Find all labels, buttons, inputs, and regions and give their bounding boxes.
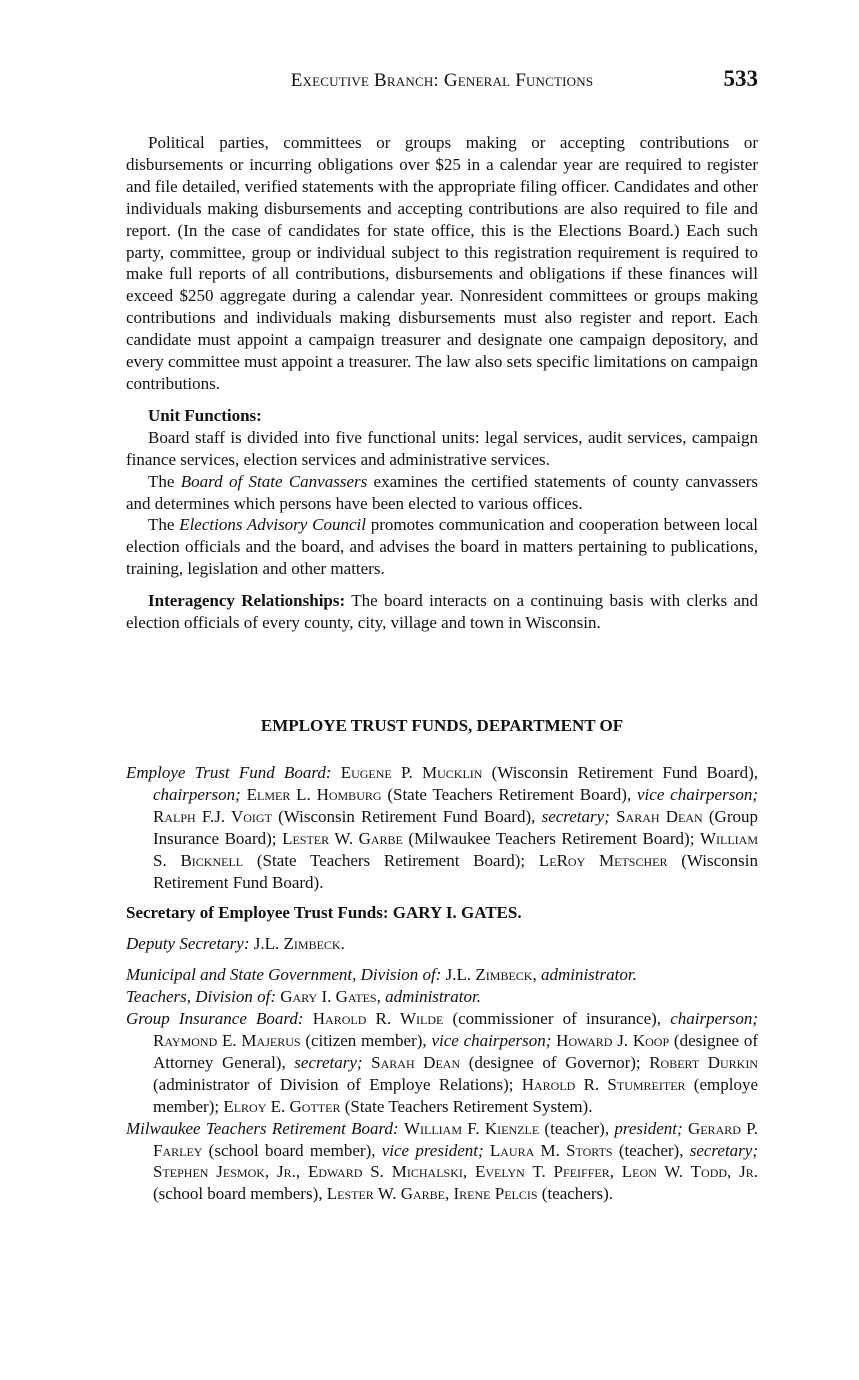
elections-board-text (126, 132, 758, 634)
page-header (126, 66, 758, 96)
council-paragraph: The Elections Advisory Council promotes communication and cooperation between local election officials and the board, and advises the board in matters pertaining to publications, training, legislation and other matters. (126, 515, 759, 579)
etf-board-entry: Employe Trust Fund Board: Eugene P. Mucklin (Wisconsin Retirement Fund Board), chairperson; Elmer L. Homburg (State Teachers Retirement Board), vice chairperson; Ralph F.J. Voigt (Wisconsin Retirement Fund Board), secretary; Sarah Dean (Group Insurance Board); Lester W. Garbe (Milwaukee Teachers Retirement Board); William S. Bicknell (State Teachers Retirement Board); LeRoy Metscher (Wisconsin Retirement Fund Board). (126, 763, 758, 892)
municipal-division-line: Municipal and State Government, Division of: J.L. Zimbeck, administrator. (126, 965, 637, 985)
secretary-line: Secretary of Employee Trust Funds: GARY I. GATES. (126, 903, 522, 923)
group-insurance-board-entry: Group Insurance Board: Harold R. Wilde (commissioner of insurance), chairperson; Raymond E. Majerus (citizen member), vice chairperson; Howard J. Koop (designee of Attorney General), secretary; Sarah Dean (designee of Governor); Robert Durkin (administrator of Division of Employe Relations); Harold R. Stumreiter (employe member); Elroy E. Gotter (State Teachers Retirement System). (126, 1009, 759, 1116)
etf-section (126, 762, 758, 1205)
interagency-paragraph: Interagency Relationships: The board interacts on a continuing basis with clerks and election officials of every county, city, village and town in Wisconsin. (126, 591, 759, 633)
unit-functions-heading: Unit Functions: (148, 405, 262, 425)
milwaukee-board-entry: Milwaukee Teachers Retirement Board: William F. Kienzle (teacher), president; Gerard P. Farley (school board member), vice president; Laura M. Storts (teacher), secretary; Stephen Jesmok, Jr., Edward S. Michalski, Evelyn T. Pfeiffer, Leon W. Todd, Jr. (school board members), Lester W. Garbe, Irene Pelcis (teachers). (126, 1118, 758, 1204)
canvassers-name: Board of State Canvassers (180, 471, 368, 491)
council-name: Elections Advisory Council (179, 515, 366, 535)
interagency-heading: Interagency Relationships: (148, 591, 346, 611)
deputy-secretary-line: Deputy Secretary: J.L. Zimbeck. (126, 934, 345, 954)
unit-functions-paragraph: Board staff is divided into five functional units: legal services, audit services, campaign finance services, election services and administrative services. (126, 427, 758, 469)
campaign-finance-paragraph: Political parties, committees or groups making or accepting contributions or disbursements or incurring obligations over $25 in a calendar year are required to register and file detailed, verified statements with the appropriate filing officer. Candidates and other individuals making disbursements and accepting contributions are also required to file and report. (In the case of candidates for state office, this is the Elections Board.) Each such party, committee, group or individual subject to this registration requirement is required to make full reports of all contributions, disbursements and obligations if these finances will exceed $250 aggregate during a calendar year. Nonresident committees or groups making contributions and individuals making disbursements must also register and report. Each candidate must appoint a campaign treasurer and designate one campaign depository, and every committee must appoint a treasurer. The law also sets specific limitations on campaign contributions. (126, 133, 758, 393)
canvassers-paragraph: The Board of State Canvassers examines the certified statements of county canvassers and determines which persons have been elected to various offices. (126, 471, 758, 513)
section-title: EMPLOYE TRUST FUNDS, DEPARTMENT OF (260, 716, 624, 735)
teachers-division-line: Teachers, Division of: Gary I. Gates, administrator. (126, 987, 481, 1007)
running-head: Executive Branch: General Functions (290, 70, 594, 91)
page-number: 533 (723, 66, 758, 91)
